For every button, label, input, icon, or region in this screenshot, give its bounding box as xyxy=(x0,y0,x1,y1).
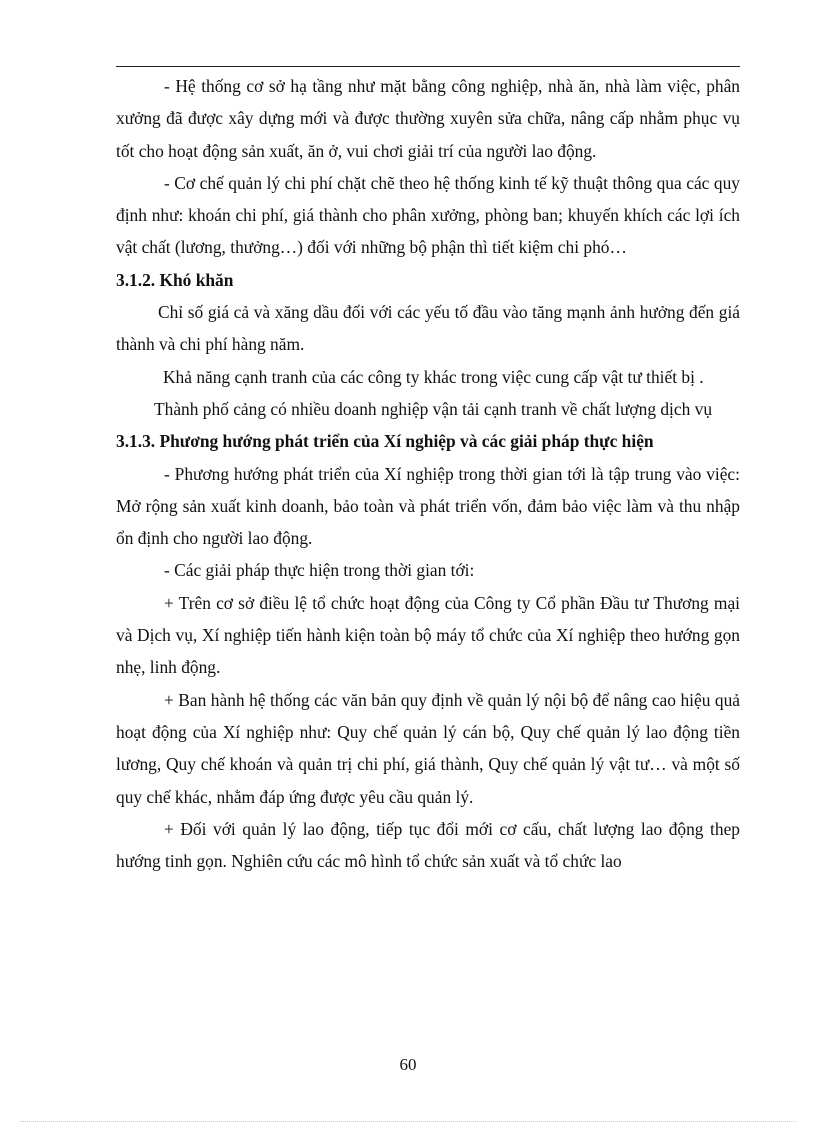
page-number: 60 xyxy=(399,1055,417,1074)
section-heading-difficulties: 3.1.2. Khó khăn xyxy=(116,269,234,290)
paragraph-infrastructure: - Hệ thống cơ sở hạ tầng như mặt bằng công nghiệp, nhà ăn, nhà làm việc, phân xưởng đã được xây dựng mới và được thường xuyên sửa chữa, nâng cấp nhằm phục vụ tốt cho hoạt động sản xuất, ăn ở, vui chơi giải trí của người lao động. xyxy=(116,76,740,161)
paragraph-competition: Khả năng cạnh tranh của các công ty khác trong việc cung cấp vật tư thiết bị . xyxy=(163,366,704,387)
page-body xyxy=(116,70,740,877)
paragraph-price-index: Chỉ số giá cả và xăng dầu đối với các yếu tố đầu vào tăng mạnh ảnh hưởng đến giá thành và chi phí hàng năm. xyxy=(116,302,740,355)
paragraph-development-direction: - Phương hướng phát triển của Xí nghiệp trong thời gian tới là tập trung vào việc: Mở rộng sản xuất kinh doanh, bảo toàn và phát triển vốn, đảm bảo việc làm và thu nhập ổn định cho người lao động. xyxy=(116,463,740,549)
paragraph-solutions-intro: - Các giải pháp thực hiện trong thời gian tới: xyxy=(164,560,475,581)
paragraph-cost-management: - Cơ chế quản lý chi phí chặt chẽ theo hệ thống kinh tế kỹ thuật thông qua các quy định như: khoán chi phí, giá thành cho phân xưởng, phòng ban; khuyến khích các lợi ích vật chất (lương, thưởng…) đối với những bộ phận thì tiết kiệm chi phó… xyxy=(116,172,740,258)
paragraph-regulations: + Ban hành hệ thống các văn bản quy định về quản lý nội bộ để nâng cao hiệu quả hoạt động của Xí nghiệp như: Quy chế quản lý cán bộ, Quy chế quản lý lao động tiền lương, Quy chế khoán và quản trị chi phí, giá thành, Quy chế quản lý vật tư… và một số quy chế khác, nhằm đáp ứng được yêu cầu quản lý. xyxy=(116,689,740,807)
section-heading-direction: 3.1.3. Phương hướng phát triển của Xí nghiệp và các giải pháp thực hiện xyxy=(116,431,654,452)
paragraph-organization: + Trên cơ sở điều lệ tổ chức hoạt động của Công ty Cổ phần Đầu tư Thương mại và Dịch vụ, Xí nghiệp tiến hành kiện toàn bộ máy tổ chức của Xí nghiệp theo hướng gọn nhẹ, linh động. xyxy=(116,592,740,678)
paragraph-port-city: Thành phố cảng có nhiều doanh nghiệp vận tải cạnh tranh về chất lượng dịch vụ xyxy=(154,398,713,419)
paragraph-labor-management: + Đối với quản lý lao động, tiếp tục đổi mới cơ cấu, chất lượng lao động thep hướng tinh gọn. Nghiên cứu các mô hình tổ chức sản xuất và tổ chức lao xyxy=(116,818,740,872)
bottom-dotted-border xyxy=(20,1121,796,1122)
header-rule xyxy=(116,66,740,67)
